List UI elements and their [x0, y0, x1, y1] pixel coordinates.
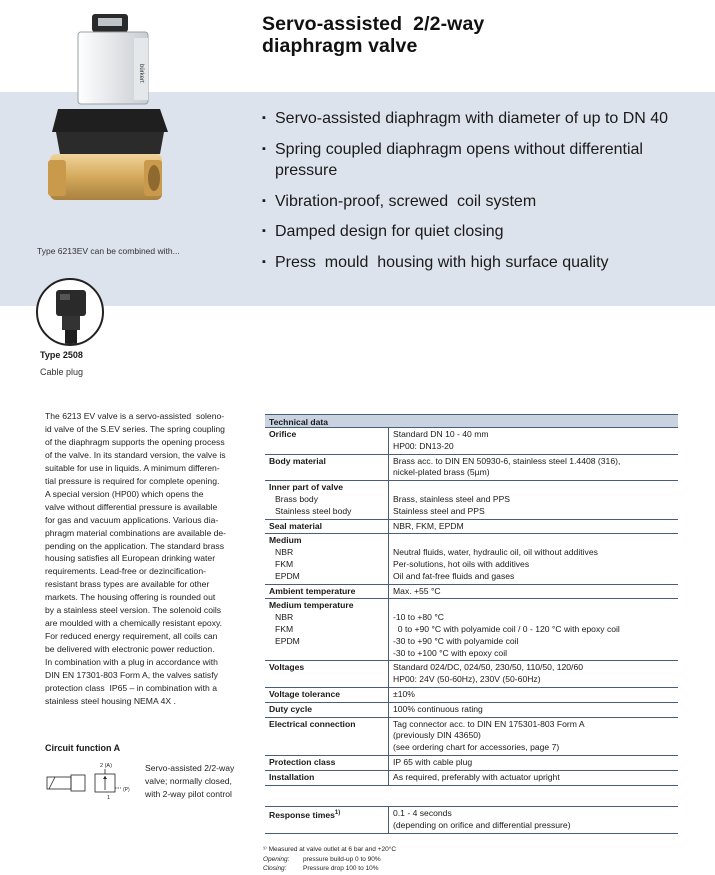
footnote-closing-label: Closing: [263, 865, 287, 872]
value-line: Standard DN 10 - 40 mm [393, 429, 489, 439]
technical-data-row [265, 756, 678, 771]
brand-text: bürkert [138, 64, 144, 83]
technical-data-row [265, 481, 678, 519]
technical-data-label [265, 756, 389, 770]
footnote-opening-text: pressure build-up 0 to 90% [303, 855, 381, 863]
description-text [45, 410, 250, 708]
technical-data-row [265, 585, 678, 600]
technical-data-value [389, 520, 678, 534]
technical-data-label [265, 481, 389, 518]
description-line: pending on the application. The standard brass [45, 540, 225, 551]
description-line: The 6213 EV valve is a servo-assisted soleno- [45, 411, 225, 421]
label-line: Voltage tolerance [269, 688, 340, 699]
description-line: requirements. Lead-free or dezincification- [45, 566, 206, 577]
page-title [262, 13, 484, 57]
value-line: nickel-plated brass (5µm) [393, 467, 490, 478]
technical-data-row [265, 428, 678, 455]
technical-data-label [265, 455, 389, 481]
footnote-opening-label: Opening: [263, 855, 290, 863]
label-line: EPDM [275, 635, 300, 646]
label-line: Stainless steel body [275, 505, 352, 516]
value-line [393, 482, 674, 494]
circuit-line: with 2-way pilot control [145, 788, 232, 799]
response-footnote-mark: 1) [334, 810, 341, 816]
label-line: Brass body [275, 493, 318, 504]
description-line: of the diaphragm supports the opening process [45, 436, 225, 447]
value-line: Standard 024/DC, 024/50, 230/50, 110/50, 120/60 [393, 662, 584, 673]
technical-data-label [265, 703, 389, 717]
description-line: are moulded with a chemically resistant epoxy. [45, 618, 223, 629]
technical-data-table [265, 414, 678, 786]
label-line: Body material [269, 455, 326, 466]
feature-item: ▪ Vibration-proof, screwed coil system [262, 191, 712, 213]
description-line: housing satisfies all European drinking water [45, 553, 216, 564]
description-line: DIN EN 17301-803 Form A, the valves satisfy [45, 670, 218, 681]
label-line: Installation [269, 771, 315, 782]
label-line: Protection class [269, 756, 336, 767]
value-line [393, 600, 674, 612]
technical-data-label [265, 585, 389, 599]
value-line: HP00: 24V (50-60Hz), 230V (50-60Hz) [393, 674, 541, 685]
value-line: (see ordering chart for accessories, page 7) [393, 742, 560, 753]
technical-data-value [389, 428, 678, 454]
value-line: -10 to +80 °C [393, 612, 444, 623]
cable-plug-image [36, 278, 104, 346]
port-label-1: 1 [107, 795, 111, 800]
response-times-row [265, 806, 678, 834]
description-line: phragm material combinations are available de- [45, 527, 227, 538]
label-line: Ambient temperature [269, 585, 356, 596]
value-line: Brass, stainless steel and PPS [393, 493, 511, 504]
technical-data-row [265, 534, 678, 584]
technical-data-label [265, 428, 389, 454]
label-line: NBR [275, 547, 294, 558]
circuit-description [145, 762, 260, 801]
value-line: As required, preferably with actuator upright [393, 771, 560, 782]
description-line: In combination with a plug in accordance with [45, 657, 218, 668]
response-label-text: Response times [269, 809, 335, 820]
label-line: Medium temperature [269, 600, 354, 611]
technical-data-row [265, 455, 678, 482]
description-line: be delivered with electronic power reduction. [45, 644, 215, 655]
label-line: Medium [269, 535, 302, 546]
title-line-2: diaphragm valve [262, 35, 418, 57]
accessory-name: Cable plug [40, 367, 84, 377]
value-line: Neutral fluids, water, hydraulic oil, oil without additives [393, 547, 598, 558]
value-line [393, 535, 674, 547]
description-line: For reduced energy requirement, all coils can [45, 631, 218, 642]
description-line: markets. The housing offering is rounded out [45, 592, 216, 603]
technical-data-value [389, 455, 678, 481]
value-line: Stainless steel and PPS [393, 505, 485, 516]
cable-plug-icon [38, 280, 102, 344]
technical-data-row [265, 718, 678, 756]
response-label [265, 807, 389, 833]
technical-data-label [265, 771, 389, 785]
description-line: of the valve. In its standard version, the valve is [45, 449, 226, 460]
combine-caption: Type 6213EV can be combined with... [37, 246, 180, 256]
technical-data-value [389, 756, 678, 770]
label-line: Orifice [269, 429, 297, 439]
value-line: HP00: DN13-20 [393, 440, 454, 451]
value-line: NBR, FKM, EPDM [393, 520, 464, 531]
port-label-2: 2 (A) [100, 763, 112, 769]
technical-data-value [389, 703, 678, 717]
label-line: Inner part of valve [269, 482, 344, 493]
technical-data-value [389, 771, 678, 785]
value-line: 0 to +90 °C with polyamide coil / 0 - 120 °C with epoxy coil [393, 623, 620, 634]
value-line: Per-solutions, hot oils with additives [393, 558, 530, 569]
technical-data-label [265, 599, 389, 660]
technical-data-value [389, 661, 678, 687]
circuit-line: valve; normally closed, [145, 775, 232, 786]
label-line: Voltages [269, 662, 305, 673]
label-line: FKM [275, 623, 294, 634]
value-line: Tag connector acc. to DIN EN 175301-803 Form A [393, 718, 585, 729]
circuit-line: Servo-assisted 2/2-way [145, 763, 235, 773]
value-line: (previously DIN 43650) [393, 730, 481, 741]
description-line: resistant brass types are available for other [45, 579, 210, 590]
description-line: by a stainless steel version. The solenoid coils [45, 605, 222, 616]
technical-data-rows [265, 428, 678, 786]
technical-data-value [389, 481, 678, 518]
response-value-line: (depending on orifice and differential pressure) [393, 819, 571, 830]
feature-list [262, 108, 712, 282]
technical-data-label [265, 520, 389, 534]
value-line: Max. +55 °C [393, 585, 441, 596]
technical-data-row [265, 599, 678, 661]
description-line: valve without differential pressure is available [45, 501, 218, 512]
label-line: Seal material [269, 520, 323, 531]
technical-data-row [265, 771, 678, 786]
description-line: for gas and vacuum applications. Various dia- [45, 514, 219, 525]
description-line: tial pressure is required for complete opening. [45, 475, 220, 486]
value-line: Oil and fat-free fluids and gases [393, 570, 515, 581]
feature-item: ▪ Damped design for quiet closing [262, 221, 712, 243]
value-line: -30 to +100 °C with epoxy coil [393, 647, 508, 658]
value-line: Brass acc. to DIN EN 50930-6, stainless steel 1.4408 (316), [393, 455, 621, 466]
technical-data-row [265, 520, 678, 535]
feature-item: ▪ Spring coupled diaphragm opens without differential pressure [262, 139, 682, 182]
port-label-p: (P) [123, 787, 130, 793]
feature-item: ▪ Press mould housing with high surface quality [262, 252, 712, 274]
technical-data-value [389, 688, 678, 702]
description-line: protection class IP65 – in combination with a [45, 683, 217, 694]
circuit-symbol-icon [45, 760, 135, 800]
valve-product-image [48, 14, 178, 214]
label-line: Duty cycle [269, 703, 312, 714]
technical-data-header: Technical data [265, 414, 678, 428]
technical-data-value [389, 599, 678, 660]
technical-data-value [389, 585, 678, 599]
value-line: ±10% [393, 688, 415, 699]
label-line: EPDM [275, 570, 300, 581]
description-line: stainless steel housing NEMA 4X . [45, 695, 176, 706]
description-line: A special version (HP00) which opens the [45, 488, 204, 499]
technical-data-value [389, 718, 678, 755]
technical-data-row [265, 688, 678, 703]
technical-data-label [265, 688, 389, 702]
label-line: Electrical connection [269, 718, 356, 729]
response-value [389, 807, 678, 833]
technical-data-label [265, 661, 389, 687]
technical-data-row [265, 703, 678, 718]
technical-data-row [265, 661, 678, 688]
footnote [263, 845, 396, 874]
value-line: IP 65 with cable plug [393, 756, 473, 767]
footnote-line: ¹⁾ Measured at valve outlet at 6 bar and +20°C [263, 846, 397, 853]
accessory-type: Type 2508 [40, 350, 83, 360]
footnote-closing-text: Pressure drop 100 to 10% [303, 865, 379, 872]
technical-data-value [389, 534, 678, 583]
circuit-title: Circuit function A [45, 743, 121, 753]
technical-data-label [265, 718, 389, 755]
feature-item: ▪ Servo-assisted diaphragm with diameter of up to DN 40 [262, 108, 712, 130]
value-line: -30 to +90 °C with polyamide coil [393, 635, 519, 646]
description-line: suitable for use in liquids. A minimum differen- [45, 462, 220, 473]
label-line: FKM [275, 558, 294, 569]
response-value-line: 0.1 - 4 seconds [393, 808, 452, 818]
label-line: NBR [275, 612, 294, 623]
title-line-1: Servo-assisted 2/2-way [262, 13, 485, 35]
description-line: id valve of the S.EV series. The spring coupling [45, 423, 225, 434]
technical-data-label [265, 534, 389, 583]
value-line: 100% continuous rating [393, 703, 483, 714]
